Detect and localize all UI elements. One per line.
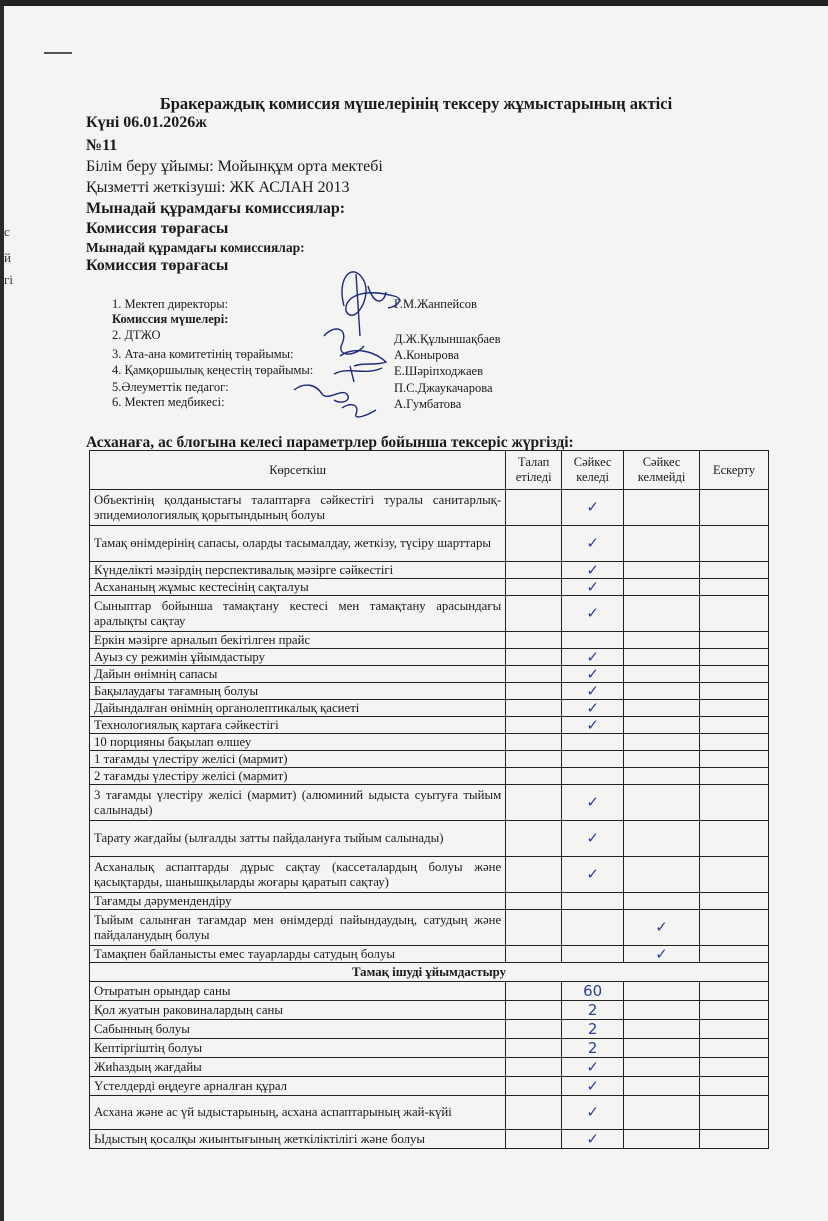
table-row: [90, 562, 769, 579]
note-cell: [700, 526, 769, 562]
table-row: [90, 910, 769, 946]
organization-line: Білім беру ұйымы: Мойынқұм орта мектебі: [86, 158, 383, 175]
noncompliant-cell: ✓: [624, 946, 700, 963]
required-cell: [506, 893, 562, 910]
compliant-cell: ✓: [562, 1130, 624, 1149]
compliant-cell: [562, 893, 624, 910]
indicator-cell: Үстелдерді өңдеуге арналған құрал: [90, 1077, 506, 1096]
col-compliant: Сәйкес келеді: [562, 451, 624, 490]
note-cell: [700, 1020, 769, 1039]
compliant-cell: ✓: [562, 1058, 624, 1077]
number-line: №11: [86, 137, 118, 154]
note-cell: [700, 666, 769, 683]
col-noncompliant: Сәйкес келмейді: [624, 451, 700, 490]
indicator-cell: Еркін мәзірге арналып бекітілген прайс: [90, 632, 506, 649]
indicator-cell: Тыйым салынған тағамдар мен өнімдерді пайындаудың, сатудың және пайдаланудың болуы: [90, 910, 506, 946]
indicator-cell: 2 тағамды үлестіру желісі (мармит): [90, 768, 506, 785]
note-cell: [700, 490, 769, 526]
required-cell: [506, 1020, 562, 1039]
indicator-cell: Асханалық аспаптарды дұрыс сақтау (кассеталардың болуы және қасықтарды, шанышқыларды жоғары қаратып сақтау): [90, 857, 506, 893]
note-cell: [700, 1096, 769, 1130]
compliant-cell: ✓: [562, 490, 624, 526]
required-cell: [506, 768, 562, 785]
required-cell: [506, 785, 562, 821]
table-row: [90, 768, 769, 785]
compliant-cell: ✓: [562, 562, 624, 579]
required-cell: [506, 1077, 562, 1096]
required-cell: [506, 982, 562, 1001]
required-cell: [506, 1001, 562, 1020]
indicator-cell: Тамақпен байланысты емес тауарларды сатудың болуы: [90, 946, 506, 963]
table-row: [90, 734, 769, 751]
member-name-5: П.С.Джаукачарова: [394, 381, 493, 395]
required-cell: [506, 1058, 562, 1077]
chair-heading: Комиссия төрағасы: [86, 220, 229, 237]
table-intro: Асханаға, ас блогына келесі параметрлер бойынша тексеріс жүргізді:: [86, 434, 574, 451]
member-name-6: А.Гумбатова: [394, 397, 462, 411]
table-row: [90, 717, 769, 734]
required-cell: [506, 700, 562, 717]
document-title: Бракераждық комиссия мүшелерінің тексеру жұмыстарының актісі: [159, 94, 673, 113]
document-page: [4, 6, 828, 1221]
indicator-cell: 1 тағамды үлестіру желісі (мармит): [90, 751, 506, 768]
required-cell: [506, 526, 562, 562]
required-cell: [506, 946, 562, 963]
note-cell: [700, 717, 769, 734]
edge-fragment-2: й: [4, 250, 11, 265]
compliant-cell: ✓: [562, 1077, 624, 1096]
indicator-cell: Отыратын орындар саны: [90, 982, 506, 1001]
table-row: [90, 666, 769, 683]
required-cell: [506, 821, 562, 857]
required-cell: [506, 857, 562, 893]
table-row: [90, 857, 769, 893]
compliant-cell: ✓: [562, 526, 624, 562]
noncompliant-cell: [624, 717, 700, 734]
noncompliant-cell: [624, 632, 700, 649]
supplier-line: Қызметті жеткізуші: ЖК АСЛАН 2013: [86, 179, 350, 196]
indicator-cell: Тарату жағдайы (ылғалды затты пайдалануға тыйым салынады): [90, 821, 506, 857]
note-cell: [700, 700, 769, 717]
compliant-cell: [562, 632, 624, 649]
commission-heading-2: Мынадай құрамдағы комиссиялар:: [86, 240, 305, 255]
note-cell: [700, 596, 769, 632]
required-cell: [506, 1096, 562, 1130]
member-name-2: Д.Ж.Құлыншақбаев: [394, 332, 501, 346]
table-header-row: [90, 451, 769, 490]
commission-heading: Мынадай құрамдағы комиссиялар:: [86, 200, 346, 217]
noncompliant-cell: ✓: [624, 910, 700, 946]
compliant-cell: ✓: [562, 857, 624, 893]
inspection-table: [89, 450, 769, 1149]
indicator-cell: Қол жуатын раковиналардың саны: [90, 1001, 506, 1020]
table-row: [90, 683, 769, 700]
note-cell: [700, 649, 769, 666]
edge-fragment-3: гі: [4, 272, 13, 287]
note-cell: [700, 821, 769, 857]
indicator-cell: Сыныптар бойынша тамақтану кестесі мен тамақтану арасындағы аралықты сақтау: [90, 596, 506, 632]
col-required: Талап етіледі: [506, 451, 562, 490]
noncompliant-cell: [624, 893, 700, 910]
table-row: [90, 700, 769, 717]
note-cell: [700, 910, 769, 946]
noncompliant-cell: [624, 734, 700, 751]
noncompliant-cell: [624, 751, 700, 768]
table-row: [90, 490, 769, 526]
table-row: [90, 526, 769, 562]
chair-heading-2: Комиссия төрағасы: [86, 257, 229, 274]
indicator-cell: Асхана және ас үй ыдыстарының, асхана аспаптарының жай-күйі: [90, 1096, 506, 1130]
noncompliant-cell: [624, 1058, 700, 1077]
noncompliant-cell: [624, 982, 700, 1001]
compliant-cell: 2: [562, 1039, 624, 1058]
table-row: [90, 785, 769, 821]
required-cell: [506, 910, 562, 946]
indicator-cell: Дайындалған өнімнің органолептикалық қасиеті: [90, 700, 506, 717]
table-row: [90, 1058, 769, 1077]
noncompliant-cell: [624, 683, 700, 700]
member-name-1: Г.М.Жанпейсов: [394, 297, 477, 311]
compliant-cell: 2: [562, 1020, 624, 1039]
table-section-row: [90, 963, 769, 982]
required-cell: [506, 596, 562, 632]
compliant-cell: [562, 768, 624, 785]
indicator-cell: Ыдыстың қосалқы жиынтығының жеткіліктілігі және болуы: [90, 1130, 506, 1149]
indicator-cell: Жиһаздың жағдайы: [90, 1058, 506, 1077]
compliant-cell: [562, 910, 624, 946]
noncompliant-cell: [624, 857, 700, 893]
table-body: [90, 490, 769, 1149]
compliant-cell: ✓: [562, 821, 624, 857]
indicator-cell: Тамақ өнімдерінің сапасы, оларды тасымалдау, жеткізу, түсіру шарттары: [90, 526, 506, 562]
note-cell: [700, 768, 769, 785]
indicator-cell: Сабынның болуы: [90, 1020, 506, 1039]
noncompliant-cell: [624, 562, 700, 579]
table-row: [90, 982, 769, 1001]
table-row: [90, 1001, 769, 1020]
table-row: [90, 596, 769, 632]
required-cell: [506, 666, 562, 683]
note-cell: [700, 1058, 769, 1077]
required-cell: [506, 734, 562, 751]
required-cell: [506, 717, 562, 734]
noncompliant-cell: [624, 1096, 700, 1130]
member-role-2: 2. ДТЖО: [112, 328, 161, 342]
member-name-4: Е.Шәріпходжаев: [394, 364, 483, 378]
noncompliant-cell: [624, 1020, 700, 1039]
table-row: [90, 821, 769, 857]
note-cell: [700, 562, 769, 579]
compliant-cell: [562, 751, 624, 768]
note-cell: [700, 893, 769, 910]
note-cell: [700, 751, 769, 768]
table-row: [90, 1020, 769, 1039]
indicator-cell: Ауыз су режимін ұйымдастыру: [90, 649, 506, 666]
noncompliant-cell: [624, 596, 700, 632]
table-row: [90, 1039, 769, 1058]
indicator-cell: Тағамды дәрумендендіру: [90, 893, 506, 910]
required-cell: [506, 1039, 562, 1058]
note-cell: [700, 1001, 769, 1020]
indicator-cell: 3 тағамды үлестіру желісі (мармит) (алюминий ыдыста суытуға тыйым салынады): [90, 785, 506, 821]
note-cell: [700, 579, 769, 596]
indicator-cell: Объектінің қолданыстағы талаптарға сәйкестігі туралы санитарлық-эпидемиологиялық қорытындының болуы: [90, 490, 506, 526]
indicator-cell: 10 порцияны бақылап өлшеу: [90, 734, 506, 751]
table-row: [90, 946, 769, 963]
note-cell: [700, 683, 769, 700]
note-cell: [700, 1077, 769, 1096]
note-cell: [700, 982, 769, 1001]
note-cell: [700, 785, 769, 821]
note-cell: [700, 1039, 769, 1058]
indicator-cell: Бақылаудағы тағамның болуы: [90, 683, 506, 700]
indicator-cell: Технологиялық картаға сәйкестігі: [90, 717, 506, 734]
note-cell: [700, 632, 769, 649]
indicator-cell: Дайын өнімнің сапасы: [90, 666, 506, 683]
noncompliant-cell: [624, 1001, 700, 1020]
members-subheading: Комиссия мүшелері:: [112, 312, 229, 326]
noncompliant-cell: [624, 526, 700, 562]
indicator-cell: Кептіргіштің болуы: [90, 1039, 506, 1058]
table-row: [90, 1130, 769, 1149]
compliant-cell: ✓: [562, 785, 624, 821]
noncompliant-cell: [624, 649, 700, 666]
member-role-4: 4. Қамқоршылық кеңестің төрайымы:: [112, 363, 314, 377]
noncompliant-cell: [624, 1077, 700, 1096]
note-cell: [700, 1130, 769, 1149]
note-cell: [700, 857, 769, 893]
required-cell: [506, 632, 562, 649]
noncompliant-cell: [624, 1130, 700, 1149]
compliant-cell: ✓: [562, 579, 624, 596]
table-row: [90, 1077, 769, 1096]
noncompliant-cell: [624, 785, 700, 821]
compliant-cell: 2: [562, 1001, 624, 1020]
table-row: [90, 649, 769, 666]
required-cell: [506, 579, 562, 596]
member-name-3: А.Конырова: [394, 348, 459, 362]
noncompliant-cell: [624, 821, 700, 857]
table-row: [90, 893, 769, 910]
noncompliant-cell: [624, 579, 700, 596]
compliant-cell: ✓: [562, 596, 624, 632]
required-cell: [506, 649, 562, 666]
required-cell: [506, 1130, 562, 1149]
noncompliant-cell: [624, 1039, 700, 1058]
indicator-cell: Күнделікті мәзірдің перспективалық мәзірге сәйкестігі: [90, 562, 506, 579]
table-row: [90, 632, 769, 649]
noncompliant-cell: [624, 490, 700, 526]
member-role-3: 3. Ата-ана комитетінің төрайымы:: [112, 347, 294, 361]
col-indicator: Көрсеткіш: [90, 451, 506, 490]
note-cell: [700, 734, 769, 751]
section-title: Тамақ ішуді ұйымдастыру: [90, 963, 769, 982]
required-cell: [506, 490, 562, 526]
note-cell: [700, 946, 769, 963]
noncompliant-cell: [624, 700, 700, 717]
required-cell: [506, 562, 562, 579]
scan-mark: [44, 52, 72, 54]
compliant-cell: ✓: [562, 700, 624, 717]
edge-fragment-1: с: [4, 224, 10, 239]
member-role-5: 5.Әлеуметтік педагог:: [112, 380, 229, 394]
compliant-cell: ✓: [562, 666, 624, 683]
compliant-cell: ✓: [562, 649, 624, 666]
table-row: [90, 1096, 769, 1130]
compliant-cell: ✓: [562, 717, 624, 734]
compliant-cell: ✓: [562, 683, 624, 700]
compliant-cell: ✓: [562, 1096, 624, 1130]
member-role-1: 1. Мектеп директоры:: [112, 297, 229, 311]
indicator-cell: Асхананың жұмыс кестесінің сақталуы: [90, 579, 506, 596]
required-cell: [506, 683, 562, 700]
col-note: Ескерту: [700, 451, 769, 490]
date-line: Күні 06.01.2026ж: [86, 114, 207, 131]
compliant-cell: [562, 946, 624, 963]
table-row: [90, 579, 769, 596]
noncompliant-cell: [624, 768, 700, 785]
compliant-cell: 60: [562, 982, 624, 1001]
member-role-6: 6. Мектеп медбикесі:: [112, 395, 225, 409]
noncompliant-cell: [624, 666, 700, 683]
required-cell: [506, 751, 562, 768]
compliant-cell: [562, 734, 624, 751]
table-row: [90, 751, 769, 768]
